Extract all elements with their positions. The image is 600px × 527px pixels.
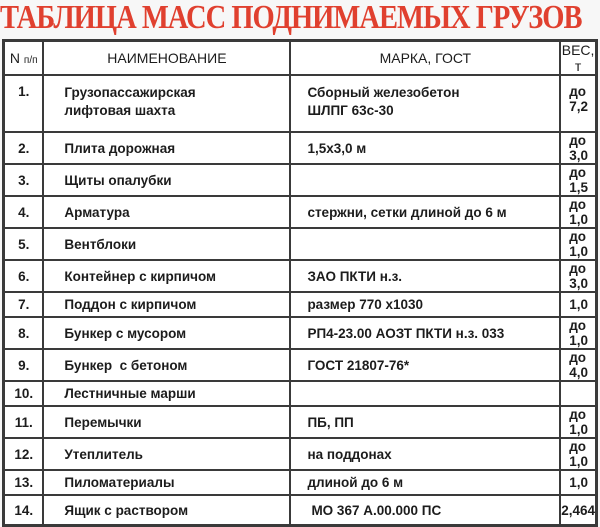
cargo-mass-table [2, 39, 598, 527]
table-row [4, 470, 597, 495]
table-row [4, 438, 597, 470]
table-row [4, 292, 597, 317]
cell-name: Ящик с раствором [43, 495, 290, 526]
cell-mark [290, 381, 560, 406]
cell-name: Лестничные марши [43, 381, 290, 406]
header-name: НАИМЕНОВАНИЕ [43, 41, 290, 76]
header-mark: МАРКА, ГОСТ [290, 41, 560, 76]
cell-name: Контейнер с кирпичом [43, 260, 290, 292]
cell-mark: ГОСТ 21807-76* [290, 349, 560, 381]
cell-number: 11. [4, 406, 44, 438]
cell-weight: до 7,2 [560, 75, 596, 132]
cell-weight: до 1,0 [560, 228, 596, 260]
cell-name: Бункер с бетоном [43, 349, 290, 381]
table-row [4, 164, 597, 196]
table-row [4, 228, 597, 260]
cell-mark: 1,5х3,0 м [290, 132, 560, 164]
cell-weight: до 4,0 [560, 349, 596, 381]
cell-number: 4. [4, 196, 44, 228]
table-row [4, 317, 597, 349]
table-row [4, 495, 597, 526]
cell-mark: МО 367 А.00.000 ПС [290, 495, 560, 526]
cell-mark [290, 228, 560, 260]
cell-name-line1: Грузопассажирская [64, 85, 196, 100]
cell-name: Щиты опалубки [43, 164, 290, 196]
table-header-row [4, 41, 597, 76]
table-row [4, 349, 597, 381]
cell-mark [290, 164, 560, 196]
cell-mark: РП4-23.00 АОЗТ ПКТИ н.з. 033 [290, 317, 560, 349]
cell-weight: до 1,0 [560, 317, 596, 349]
table-row [4, 75, 597, 132]
table-row [4, 406, 597, 438]
cell-weight: до 1,0 [560, 406, 596, 438]
cell-number: 5. [4, 228, 44, 260]
cell-name: Арматура [43, 196, 290, 228]
cell-mark-line1: Сборный железобетон [307, 85, 460, 100]
cell-number: 7. [4, 292, 44, 317]
cell-weight: 1,0 [560, 292, 596, 317]
cell-weight: до 3,0 [560, 132, 596, 164]
table-row [4, 260, 597, 292]
cell-name: Перемычки [43, 406, 290, 438]
cell-number: 13. [4, 470, 44, 495]
cell-number: 9. [4, 349, 44, 381]
cell-mark [290, 75, 560, 132]
cell-name: Пиломатериалы [43, 470, 290, 495]
cell-weight: до 1,0 [560, 438, 596, 470]
table-row [4, 132, 597, 164]
cell-weight [560, 381, 596, 406]
cell-name: Вентблоки [43, 228, 290, 260]
cell-mark-line2: ШЛПГ 63с-30 [307, 103, 394, 118]
cell-name-line2: лифтовая шахта [64, 103, 176, 118]
cell-weight: 1,0 [560, 470, 596, 495]
cell-number: 6. [4, 260, 44, 292]
header-number [4, 41, 44, 76]
cell-name: Бункер с мусором [43, 317, 290, 349]
cell-number: 8. [4, 317, 44, 349]
cell-number: 14. [4, 495, 44, 526]
cell-mark: стержни, сетки длиной до 6 м [290, 196, 560, 228]
cell-mark: длиной до 6 м [290, 470, 560, 495]
table-row [4, 196, 597, 228]
cell-weight: 2,464 [560, 495, 596, 526]
cell-name: Утеплитель [43, 438, 290, 470]
cell-number: 10. [4, 381, 44, 406]
cell-name: Поддон с кирпичом [43, 292, 290, 317]
cell-name: Плита дорожная [43, 132, 290, 164]
cell-number: 1. [4, 75, 44, 132]
page-title: ТАБЛИЦА МАСС ПОДНИМАЕМЫХ ГРУЗОВ [0, 0, 582, 36]
cell-number: 12. [4, 438, 44, 470]
header-number-main: N [9, 50, 21, 66]
cell-weight: до 3,0 [560, 260, 596, 292]
cell-mark: ПБ, ПП [290, 406, 560, 438]
cell-mark: ЗАО ПКТИ н.з. [290, 260, 560, 292]
cell-name [43, 75, 290, 132]
header-number-sub: п/п [23, 55, 38, 66]
table-row [4, 381, 597, 406]
cell-number: 2. [4, 132, 44, 164]
cell-mark: на поддонах [290, 438, 560, 470]
cell-weight: до 1,5 [560, 164, 596, 196]
cell-number: 3. [4, 164, 44, 196]
cell-weight: до 1,0 [560, 196, 596, 228]
cell-mark: размер 770 х1030 [290, 292, 560, 317]
header-weight: ВЕС, т [560, 41, 596, 76]
